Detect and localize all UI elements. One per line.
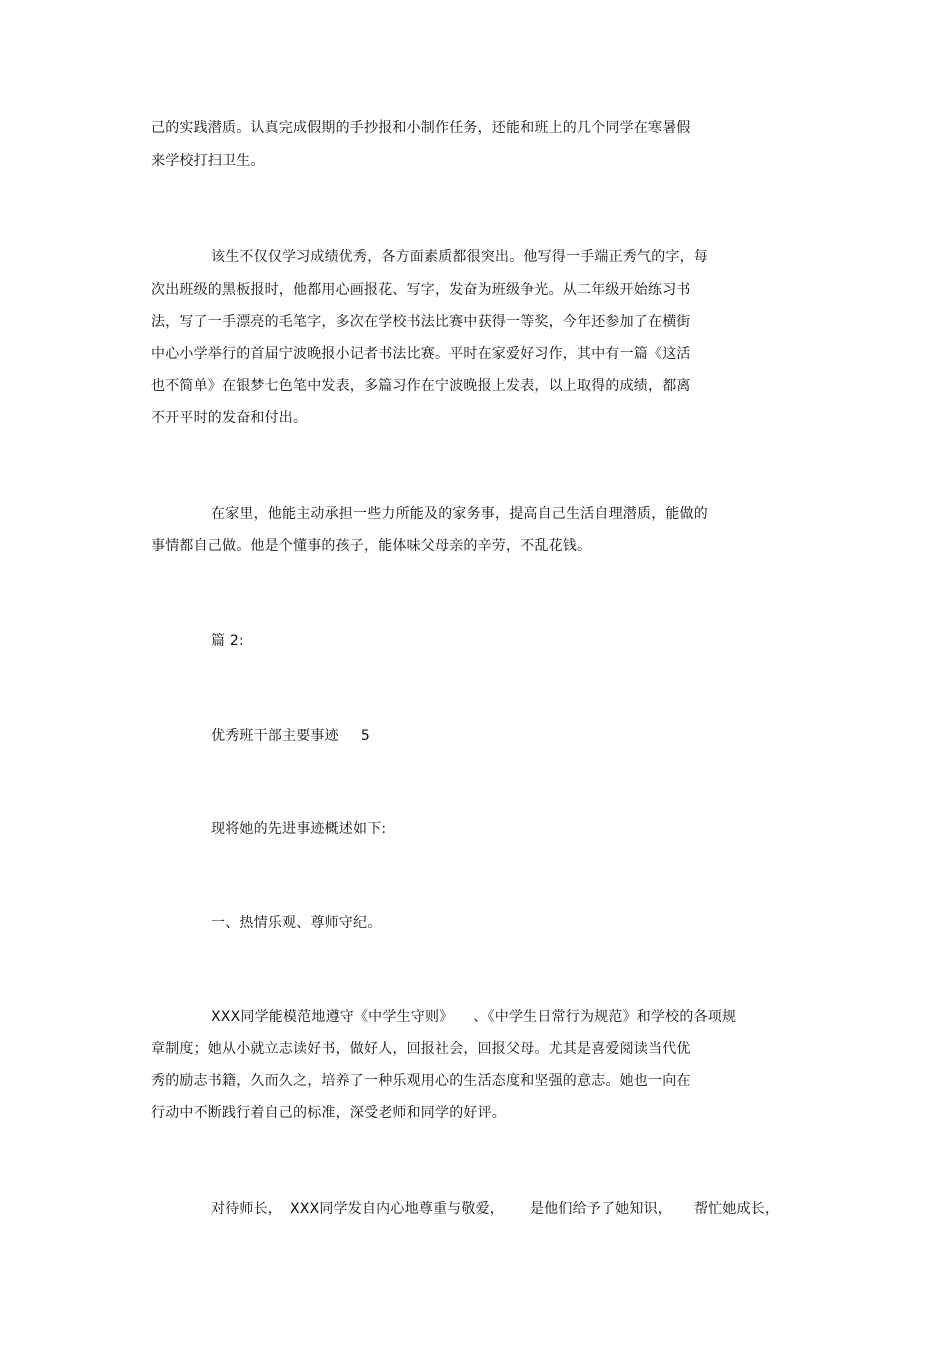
paragraph-line: 行动中不断践行着自己的标准，深受老师和同学的好评。 xyxy=(151,1105,506,1121)
paragraph-line: 在家里，他能主动承担一些力所能及的家务事，提高自己生活自理潜质，能做的 xyxy=(211,506,708,522)
subtitle-text: 优秀班干部主要事迹 xyxy=(211,728,339,744)
paragraph-line xyxy=(211,1008,736,1026)
paragraph-line: 己的实践潜质。认真完成假期的手抄报和小制作任务，还能和班上的几个同学在寒暑假 xyxy=(151,120,691,136)
paragraph-line: 也不简单》在银梦七色笔中发表，多篇习作在宁波晚报上发表，以上取得的成绩，都离 xyxy=(151,378,691,394)
paragraph-line: 章制度；她从小就立志读好书，做好人，回报社会，回报父母。尤其是喜爱阅读当代优 xyxy=(151,1041,691,1057)
line-segment: 是他们给予了她知识， xyxy=(529,1201,672,1217)
line-segment: 、《中学生日常行为规范》和学校的各项规 xyxy=(473,1009,737,1025)
paragraph-line: 法，写了一手漂亮的毛笔字，多次在学校书法比赛中获得一等奖，今年还参加了在横街 xyxy=(151,314,691,330)
paragraph-line: 该生不仅仅学习成绩优秀，各方面素质都很突出。他写得一手端正秀气的字，每 xyxy=(211,249,708,265)
paragraph-line: 中心小学举行的首届宁波晚报小记者书法比赛。平时在家爱好习作，其中有一篇《这活 xyxy=(151,346,691,362)
paragraph-line: 次出班级的黑板报时，他都用心画报花、写字，发奋为班级争光。从二年级开始练习书 xyxy=(151,282,691,298)
paragraph-line: 来学校打扫卫生。 xyxy=(151,153,265,169)
line-segment: XXX同学能模范地遵守《中学生守则》 xyxy=(211,1009,454,1025)
paragraph-line xyxy=(211,1200,779,1218)
document-subtitle xyxy=(211,727,370,745)
section-label: 篇 2: xyxy=(211,633,244,649)
intro-line: 现将她的先进事迹概述如下: xyxy=(211,821,387,837)
line-segment: 对待师长， xyxy=(211,1201,282,1217)
paragraph-line: 秀的励志书籍，久而久之，培养了一种乐观用心的生活态度和坚强的意志。她也一向在 xyxy=(151,1073,691,1089)
subtitle-number: 5 xyxy=(360,728,370,744)
section-heading: 一、热情乐观、尊师守纪。 xyxy=(211,915,382,931)
paragraph-line: 不开平时的发奋和付出。 xyxy=(151,410,308,426)
line-segment: XXX同学发自内心地尊重与敬爱， xyxy=(290,1201,504,1217)
paragraph-line: 事情都自己做。他是个懂事的孩子，能体味父母亲的辛劳，不乱花钱。 xyxy=(151,538,592,554)
line-segment: 帮忙她成长， xyxy=(693,1201,780,1217)
